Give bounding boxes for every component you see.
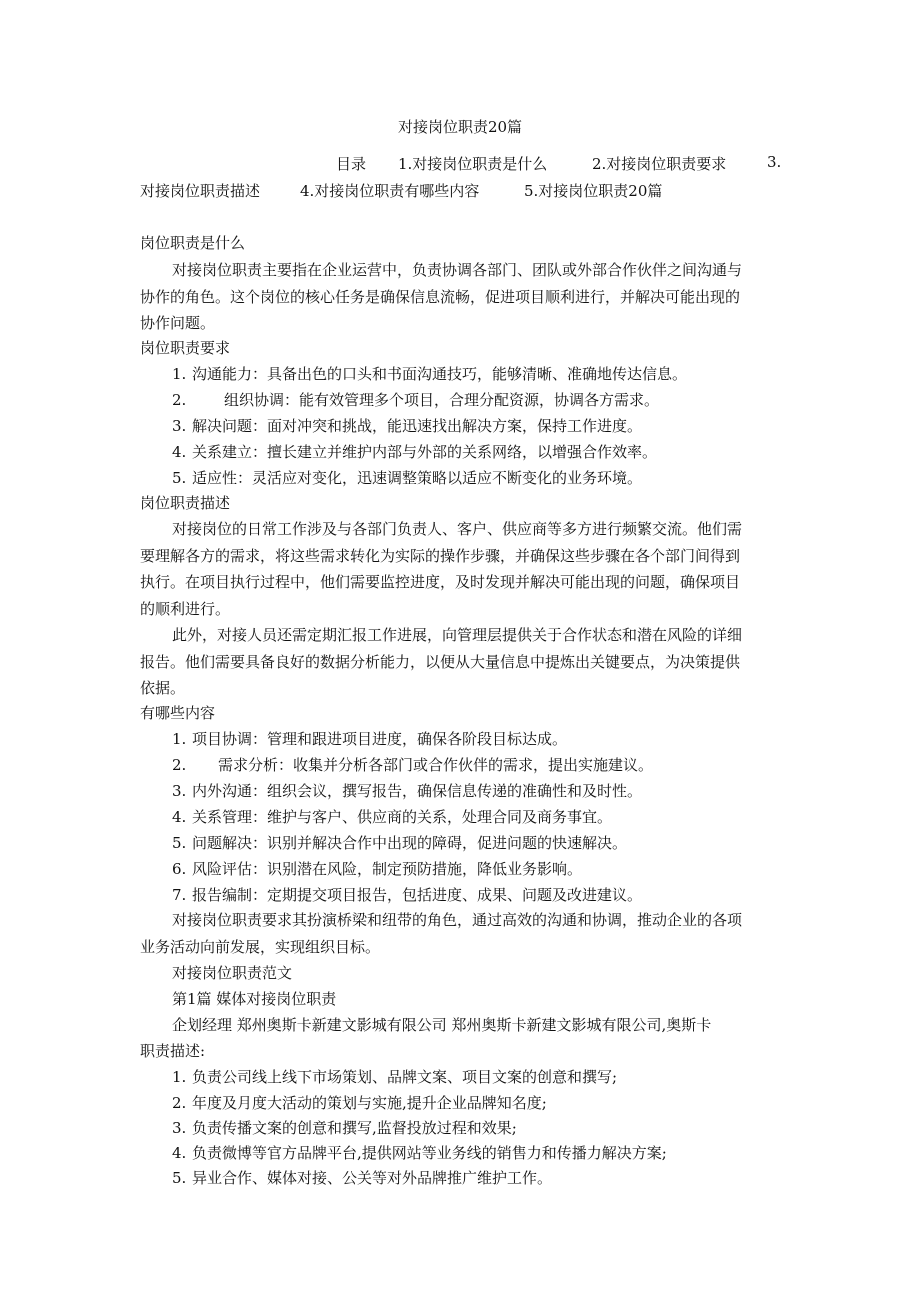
- toc-item-3-text[interactable]: 对接岗位职责描述: [140, 182, 261, 200]
- list-text: 项目协调：管理和跟进项目进度，确保各阶段目标达成。: [192, 730, 568, 748]
- list-text: 负责微博等官方品牌平台,提供网站等业务线的销售力和传播力解决方案;: [192, 1144, 667, 1162]
- list-text: 风险评估：识别潜在风险，制定预防措施，降低业务影响。: [192, 860, 583, 878]
- section-heading-samples: 对接岗位职责范文: [172, 964, 293, 982]
- list-number: 1.: [172, 365, 187, 383]
- list-text: 组织协调：能有效管理多个项目，合理分配资源，协调各方需求。: [224, 391, 660, 409]
- list-item: [172, 1117, 517, 1138]
- list-number: 4.: [172, 808, 187, 826]
- list-item: [172, 1167, 552, 1188]
- list-item: [172, 467, 642, 488]
- paragraph-line: 对接岗位职责要求其扮演桥梁和纽带的角色，通过高效的沟通和协调，推动企业的各项: [172, 911, 743, 929]
- list-item: [172, 728, 567, 749]
- list-text: 适应性：灵活应对变化，迅速调整策略以适应不断变化的业务环境。: [192, 469, 643, 487]
- list-text: 年度及月度大活动的策划与实施,提升企业品牌知名度;: [192, 1094, 547, 1112]
- list-text: 负责公司线上线下市场策划、品牌文案、项目文案的创意和撰写;: [192, 1068, 618, 1086]
- paragraph-line: 此外，对接人员还需定期汇报工作进展，向管理层提供关于合作状态和潜在风险的详细: [172, 626, 743, 644]
- list-item: [172, 832, 627, 853]
- list-text: 沟通能力：具备出色的口头和书面沟通技巧，能够清晰、准确地传达信息。: [192, 365, 688, 383]
- paragraph-line: 业务活动向前发展，实现组织目标。: [140, 938, 381, 956]
- section-heading-contents: 有哪些内容: [140, 704, 216, 722]
- list-item: [172, 754, 653, 775]
- list-text: 需求分析：收集并分析各部门或合作伙伴的需求，提出实施建议。: [218, 756, 654, 774]
- toc-item-2[interactable]: 2.对接岗位职责要求: [592, 155, 727, 173]
- list-number: 5.: [172, 469, 187, 487]
- paragraph-line: 对接岗位的日常工作涉及与各部门负责人、客户、供应商等多方进行频繁交流。他们需: [172, 520, 743, 538]
- paragraph-line: 协作的角色。这个岗位的核心任务是确保信息流畅，促进项目顺利进行，并解决可能出现的: [140, 288, 741, 306]
- list-item: [172, 1066, 617, 1087]
- list-text: 问题解决：识别并解决合作中出现的障碍，促进问题的快速解决。: [192, 834, 628, 852]
- section-heading-requirements: 岗位职责要求: [140, 339, 231, 357]
- list-number: 3.: [172, 417, 187, 435]
- list-number: 3.: [172, 782, 187, 800]
- paragraph-line: 报告。他们需要具备良好的数据分析能力，以便从大量信息中提炼出关键要点，为决策提供: [140, 653, 741, 671]
- list-number: 2.: [172, 391, 187, 409]
- paragraph-line: 执行。在项目执行过程中，他们需要监控进度，及时发现并解决可能出现的问题，确保项目: [140, 573, 741, 591]
- toc-item-4[interactable]: 4.对接岗位职责有哪些内容: [300, 182, 480, 200]
- section-heading-description: 岗位职责描述: [140, 494, 231, 512]
- paragraph-line: 要理解各方的需求，将这些需求转化为实际的操作步骤，并确保这些步骤在各个部门间得到: [140, 547, 741, 565]
- list-number: 5.: [172, 834, 187, 852]
- list-number: 3.: [172, 1119, 187, 1137]
- list-text: 报告编制：定期提交项目报告，包括进度、成果、问题及改进建议。: [192, 886, 643, 904]
- list-number: 5.: [172, 1169, 187, 1187]
- list-item: [172, 363, 687, 384]
- list-item: [172, 1142, 667, 1163]
- sample-subheading: 第1篇 媒体对接岗位职责: [172, 990, 337, 1008]
- paragraph-line: 协作问题。: [140, 314, 216, 332]
- list-item: [172, 415, 642, 436]
- list-number: 7.: [172, 886, 187, 904]
- paragraph-line: 依据。: [140, 679, 186, 697]
- paragraph-line: 对接岗位职责主要指在企业运营中，负责协调各部门、团队或外部合作伙伴之间沟通与: [172, 261, 743, 279]
- paragraph-line: 企划经理 郑州奥斯卡新建文影城有限公司 郑州奥斯卡新建文影城有限公司,奥斯卡: [172, 1016, 712, 1034]
- list-number: 4.: [172, 443, 187, 461]
- list-item: [172, 780, 642, 801]
- list-number: 6.: [172, 860, 187, 878]
- list-number: 2.: [172, 1094, 187, 1112]
- list-text: 关系管理：维护与客户、供应商的关系，处理合同及商务事宜。: [192, 808, 613, 826]
- list-item: [172, 389, 659, 410]
- toc-item-1[interactable]: 1.对接岗位职责是什么: [398, 155, 548, 173]
- list-text: 解决问题：面对冲突和挑战，能迅速找出解决方案，保持工作进度。: [192, 417, 643, 435]
- list-item: [172, 806, 612, 827]
- list-text: 异业合作、媒体对接、公关等对外品牌推广维护工作。: [192, 1169, 553, 1187]
- list-number: 1.: [172, 730, 187, 748]
- section-heading-what: 岗位职责是什么: [140, 234, 246, 252]
- document-title: 对接岗位职责20篇: [397, 118, 523, 136]
- list-number: 4.: [172, 1144, 187, 1162]
- paragraph-line: 的顺利进行。: [140, 600, 231, 618]
- toc-item-5[interactable]: 5.对接岗位职责20篇: [524, 182, 663, 200]
- toc-item-3-number[interactable]: 3.: [767, 153, 782, 171]
- toc-label: 目录: [336, 155, 367, 173]
- list-text: 关系建立：擅长建立并维护内部与外部的关系网络，以增强合作效率。: [192, 443, 658, 461]
- list-item: [172, 858, 582, 879]
- list-item: [172, 1092, 547, 1113]
- list-text: 负责传播文案的创意和撰写,监督投放过程和效果;: [192, 1119, 517, 1137]
- list-text: 内外沟通：组织会议，撰写报告，确保信息传递的准确性和及时性。: [192, 782, 643, 800]
- list-item: [172, 884, 642, 905]
- list-number: 2.: [172, 756, 187, 774]
- paragraph-line: 职责描述:: [140, 1042, 206, 1060]
- list-item: [172, 441, 657, 462]
- list-number: 1.: [172, 1068, 187, 1086]
